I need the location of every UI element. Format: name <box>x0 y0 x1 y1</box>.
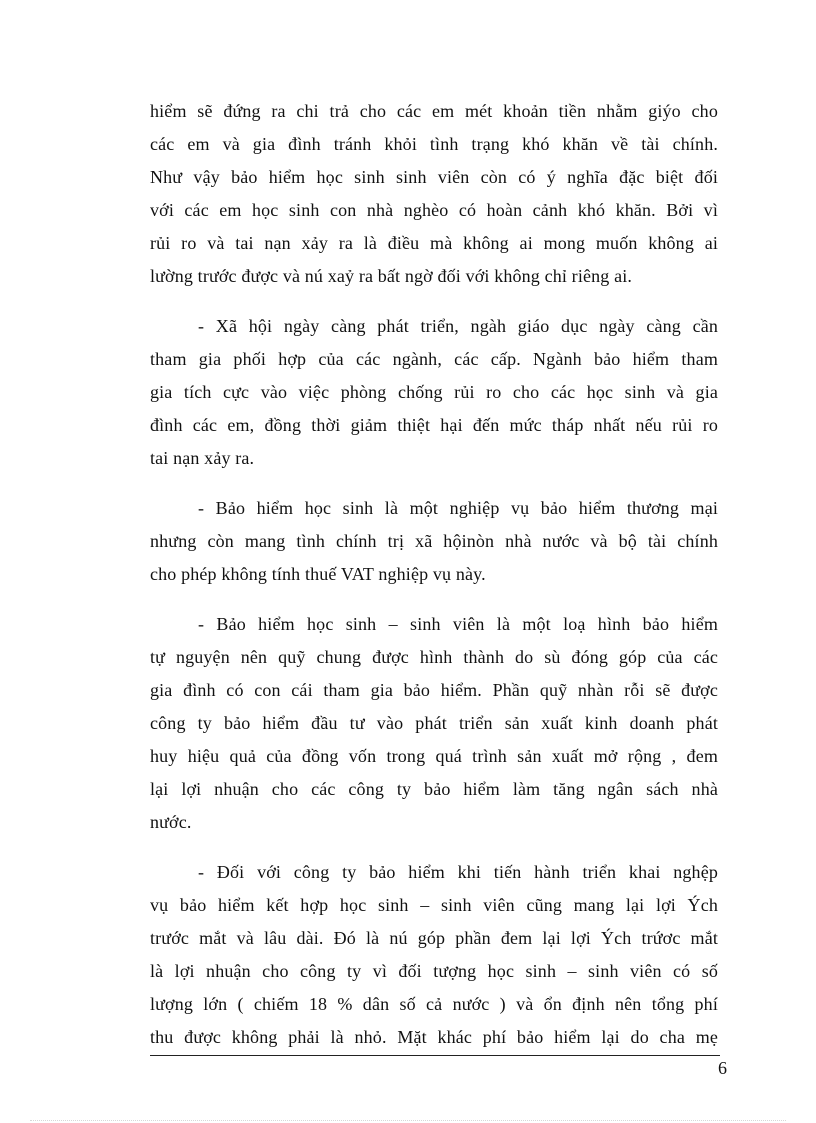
text-line: - Bảo hiểm học sinh là một nghiệp vụ bảo hiểm thương mại <box>198 498 718 518</box>
text-line: vụ bảo hiểm kết hợp học sinh – sinh viên cũng mang lại lợi Ých <box>150 895 718 915</box>
footer-divider <box>150 1055 720 1056</box>
page-edge-divider <box>30 1120 786 1121</box>
text-line: - Bảo hiểm học sinh – sinh viên là một loạ hình bảo hiểm <box>198 614 718 634</box>
text-line: nhưng còn mang tình chính trị xã hộinòn nhà nước và bộ tài chính <box>150 531 718 551</box>
paragraph-2 <box>150 310 718 475</box>
text-line: với các em học sinh con nhà nghèo có hoàn cảnh khó khăn. Bởi vì <box>150 200 718 220</box>
text-line: tự nguyện nên quỹ chung được hình thành do sù đóng góp của các <box>150 647 718 667</box>
text-line: nước. <box>150 812 192 832</box>
body-text <box>150 95 718 1054</box>
text-line: trước mắt và lâu dài. Đó là nú góp phần đem lại lợi Ých trứơc mắt <box>150 928 718 948</box>
text-line: tai nạn xảy ra. <box>150 448 255 468</box>
text-line: huy hiệu quả của đồng vốn trong quá trình sản xuất mở rộng , đem <box>150 746 718 766</box>
paragraph-4 <box>150 608 718 839</box>
text-line: công ty bảo hiểm đầu tư vào phát triển sản xuất kinh doanh phát <box>150 713 718 733</box>
text-line: đình các em, đồng thời giảm thiệt hại đến mức tháp nhất nếu rủi ro <box>150 415 718 435</box>
paragraph-1 <box>150 95 718 293</box>
text-line: là lợi nhuận cho công ty vì đối tượng học sinh – sinh viên có số <box>150 961 718 981</box>
text-line: lại lợi nhuận cho các công ty bảo hiểm làm tăng ngân sách nhà <box>150 779 718 799</box>
text-line: gia đình có con cái tham gia bảo hiểm. Phần quỹ nhàn rỗi sẽ được <box>150 680 718 700</box>
text-line: thu được không phải là nhỏ. Mặt khác phí bảo hiểm lại do cha mẹ <box>150 1027 718 1047</box>
text-line: gia tích cực vào việc phòng chống rủi ro cho các học sinh và gia <box>150 382 718 402</box>
text-line: hiểm sẽ đứng ra chi trả cho các em mét khoản tiền nhằm giýo cho <box>150 101 718 121</box>
text-line: rủi ro và tai nạn xảy ra là điều mà không ai mong muốn không ai <box>150 233 718 253</box>
paragraph-3 <box>150 492 718 591</box>
text-line: lường trước được và nú xaỷ ra bất ngờ đối với không chỉ riêng ai. <box>150 266 633 286</box>
text-line: - Đối với công ty bảo hiểm khi tiến hành triển khai nghệp <box>198 862 718 882</box>
text-line: Như vậy bảo hiểm học sinh sinh viên còn có ý nghĩa đặc biệt đối <box>150 167 718 187</box>
text-line: lượng lớn ( chiếm 18 % dân số cả nước ) và ổn định nên tổng phí <box>150 994 718 1014</box>
text-line: cho phép không tính thuế VAT nghiệp vụ này. <box>150 564 486 584</box>
paragraph-5 <box>150 856 718 1054</box>
text-line: - Xã hội ngày càng phát triển, ngàh giáo dục ngày càng cần <box>198 316 718 336</box>
text-line: các em và gia đình tránh khỏi tình trạng khó khăn về tài chính. <box>150 134 718 154</box>
page-number: 6 <box>718 1058 727 1078</box>
text-line: tham gia phối hợp của các ngành, các cấp. Ngành bảo hiểm tham <box>150 349 718 369</box>
